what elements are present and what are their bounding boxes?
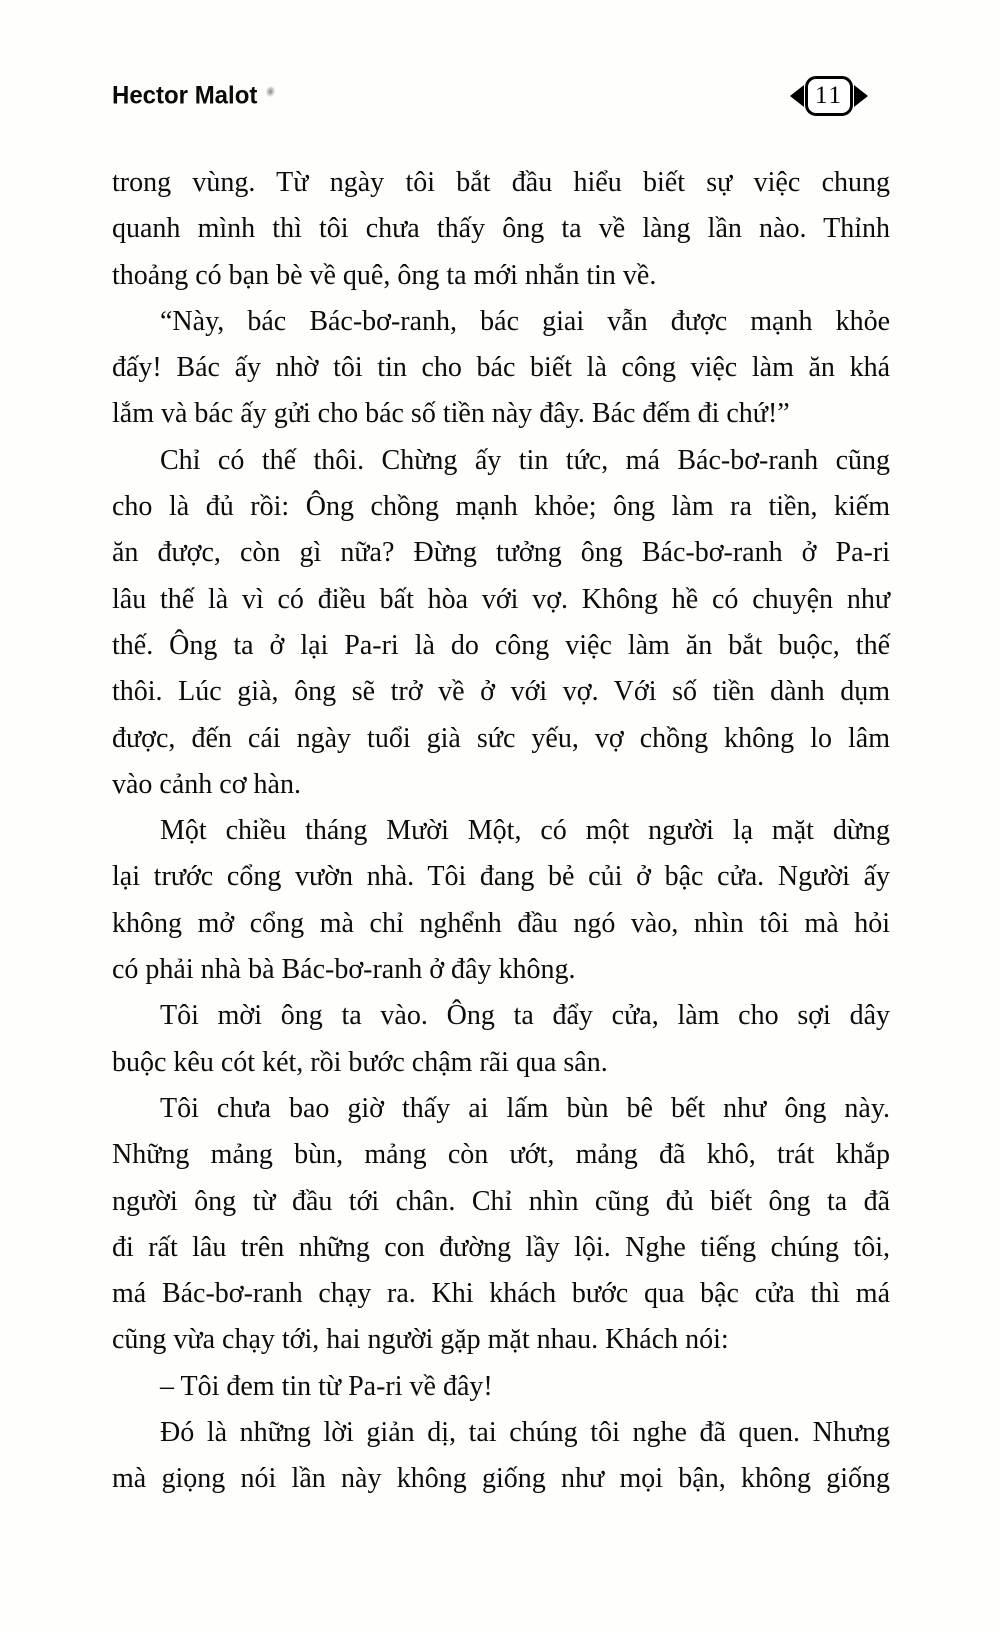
text-line: Những mảng bùn, mảng còn ướt, mảng đã khô, trát khắp [112, 1139, 890, 1171]
author-name: Hector Malot [112, 81, 258, 110]
text-line: cho là đủ rồi: Ông chồng mạnh khỏe; ông làm ra tiền, kiếm [112, 491, 890, 523]
text-line: Tôi chưa bao giờ thấy ai lấm bùn bê bết như ông này. [160, 1092, 890, 1124]
text-line: đi rất lâu trên những con đường lầy lội. Nghe tiếng chúng tôi, [112, 1231, 890, 1263]
text-block [112, 160, 890, 1503]
text-line: không mở cổng mà chỉ nghểnh đầu ngó vào, nhìn tôi mà hỏi [112, 907, 890, 939]
text-line: quanh mình thì tôi chưa thấy ông ta về làng lần nào. Thỉnh [112, 213, 890, 245]
text-line: Một chiều tháng Mười Một, có một người lạ mặt dừng [160, 815, 890, 847]
text-line: Đó là những lời giản dị, tai chúng tôi nghe đã quen. Nhưng [160, 1417, 890, 1449]
text-line: được, đến cái ngày tuổi già sức yếu, vợ chồng không lo lâm [112, 722, 890, 754]
page-header [0, 72, 1000, 122]
text-line: lâu thế là vì có điều bất hòa với vợ. Không hề có chuyện như [112, 583, 890, 615]
text-line: “Này, bác Bác-bơ-ranh, bác giai vẫn được mạnh khỏe [160, 305, 890, 337]
text-line: má Bác-bơ-ranh chạy ra. Khi khách bước qua bậc cửa thì má [112, 1278, 890, 1310]
text-line: đấy! Bác ấy nhờ tôi tin cho bác biết là công việc làm ăn khá [112, 352, 890, 384]
text-line: Tôi mời ông ta vào. Ông ta đẩy cửa, làm cho sợi dây [160, 1000, 890, 1032]
left-triangle-icon [790, 85, 804, 107]
text-line: thôi. Lúc già, ông sẽ trở về ở với vợ. Với số tiền dành dụm [112, 676, 890, 708]
text-line: buộc kêu cót két, rồi bước chậm rãi qua sân. [112, 1046, 608, 1078]
text-line: lại trước cổng vườn nhà. Tôi đang bẻ củi ở bậc cửa. Người ấy [112, 861, 890, 893]
text-line: thế. Ông ta ở lại Pa-ri là do công việc làm ăn bắt buộc, thế [112, 629, 890, 661]
text-line: thoảng có bạn bè về quê, ông ta mới nhắn tin về. [112, 259, 657, 291]
print-smudge-artifact [264, 85, 276, 98]
text-line: Chỉ có thế thôi. Chừng ấy tin tức, má Bác-bơ-ranh cũng [160, 444, 890, 476]
text-line: ăn được, còn gì nữa? Đừng tưởng ông Bác-bơ-ranh ở Pa-ri [112, 537, 890, 569]
text-line: mà giọng nói lần này không giống như mọi bận, không giống [112, 1463, 890, 1495]
text-line: cũng vừa chạy tới, hai người gặp mặt nhau. Khách nói: [112, 1324, 729, 1356]
text-line: lắm và bác ấy gửi cho bác số tiền này đây. Bác đếm đi chứ!” [112, 398, 790, 430]
text-line: có phải nhà bà Bác-bơ-ranh ở đây không. [112, 954, 576, 986]
page-number-badge [805, 76, 853, 116]
text-line: người ông từ đầu tới chân. Chỉ nhìn cũng đủ biết ông ta đã [112, 1185, 890, 1217]
page-number-ornament [790, 76, 868, 116]
text-line: vào cảnh cơ hàn. [112, 768, 301, 800]
text-line: trong vùng. Từ ngày tôi bắt đầu hiểu biết sự việc chung [112, 167, 890, 198]
text-line: – Tôi đem tin từ Pa-ri về đây! [160, 1370, 493, 1402]
right-triangle-icon [854, 85, 868, 107]
page-number: 11 [814, 82, 844, 109]
